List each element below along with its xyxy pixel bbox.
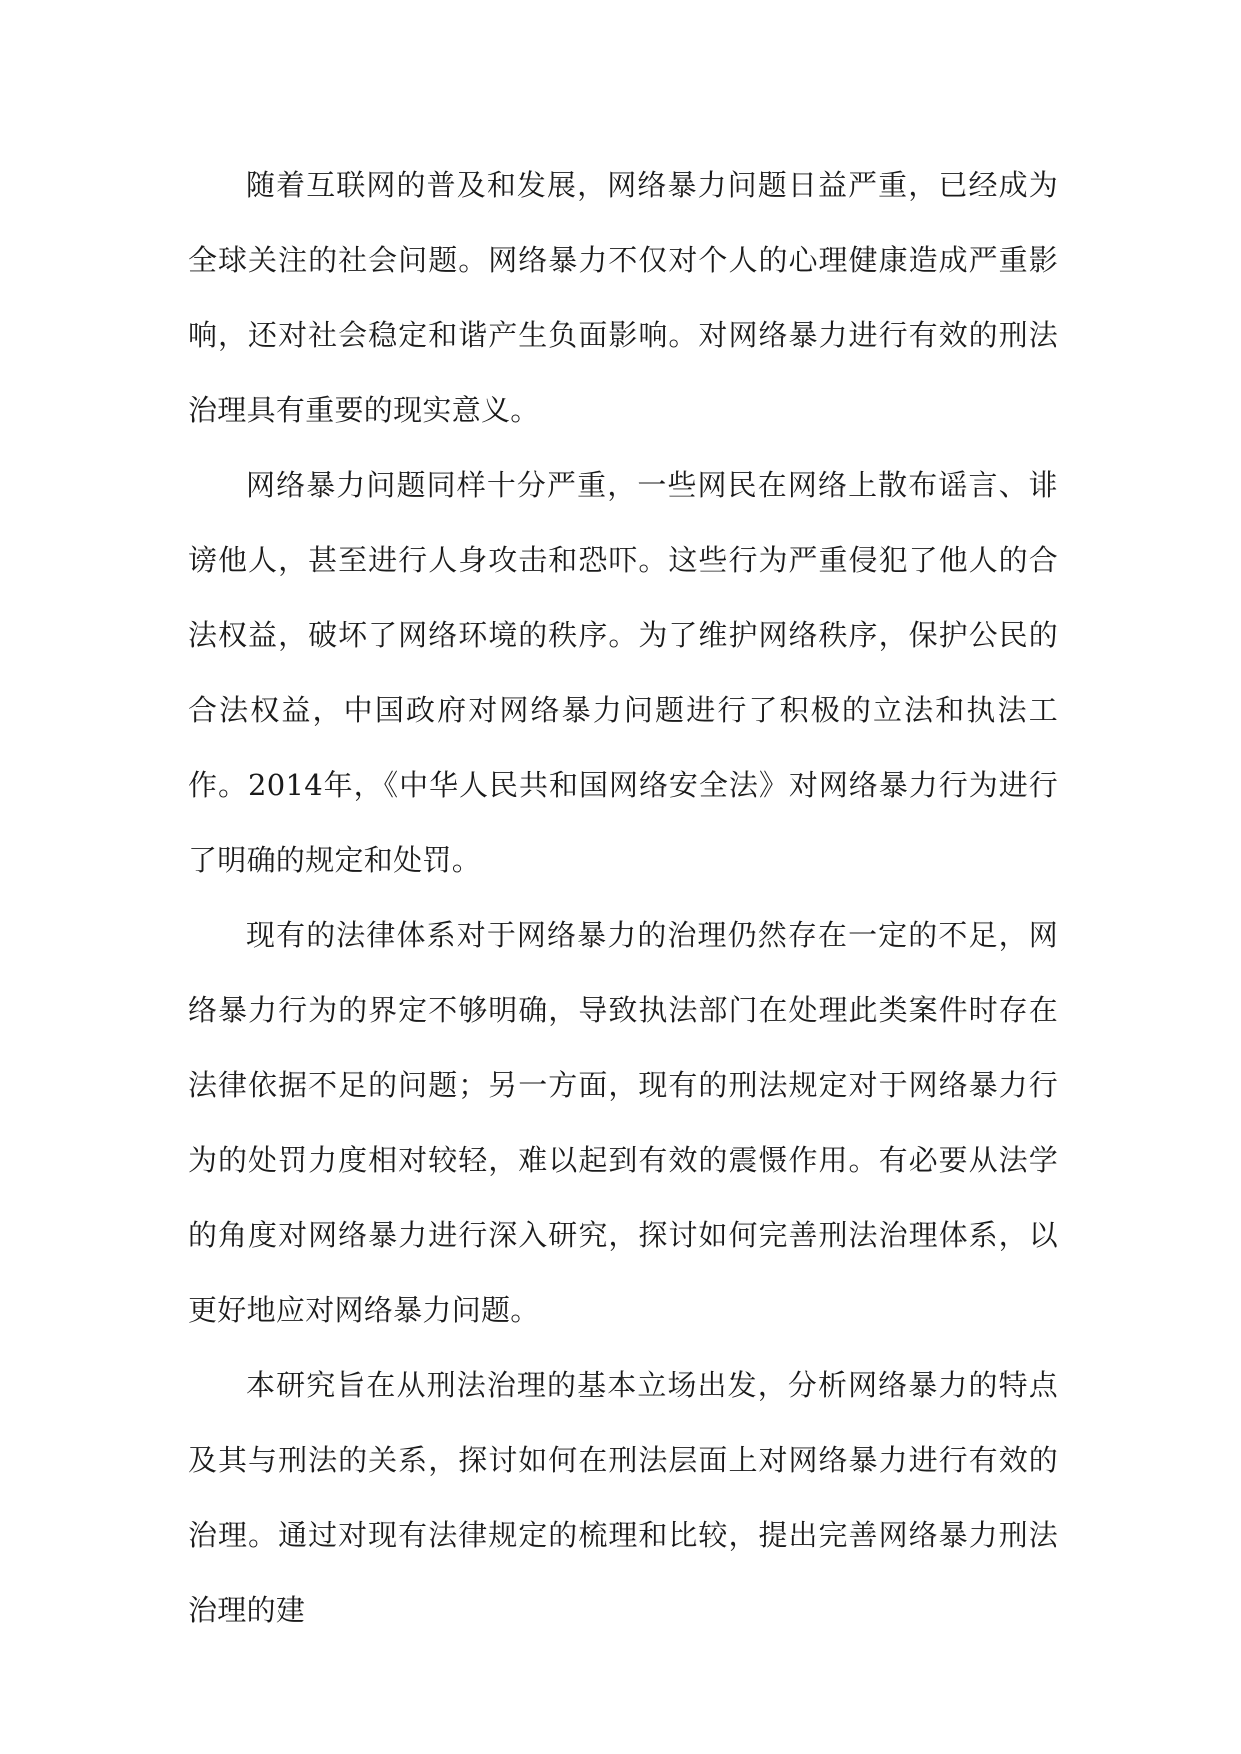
paragraph-1: 随着互联网的普及和发展，网络暴力问题日益严重，已经成为全球关注的社会问题。网络暴力不仅对个人的心理健康造成严重影响，还对社会稳定和谐产生负面影响。对网络暴力进行有效的刑法治理具有重要的现实意义。 xyxy=(188,168,1058,427)
paragraph-3: 现有的法律体系对于网络暴力的治理仍然存在一定的不足，网络暴力行为的界定不够明确，导致执法部门在处理此类案件时存在法律依据不足的问题；另一方面，现有的刑法规定对于网络暴力行为的处罚力度相对较轻，难以起到有效的震慑作用。有必要从法学的角度对网络暴力进行深入研究，探讨如何完善刑法治理体系，以更好地应对网络暴力问题。 xyxy=(188,918,1058,1327)
paragraph-4: 本研究旨在从刑法治理的基本立场出发，分析网络暴力的特点及其与刑法的关系，探讨如何在刑法层面上对网络暴力进行有效的治理。通过对现有法律规定的梳理和比较，提出完善网络暴力刑法治理的建 xyxy=(188,1368,1058,1627)
document-body xyxy=(188,148,1058,1648)
paragraph-2: 网络暴力问题同样十分严重，一些网民在网络上散布谣言、诽谤他人，甚至进行人身攻击和恐吓。这些行为严重侵犯了他人的合法权益，破坏了网络环境的秩序。为了维护网络秩序，保护公民的合法权益，中国政府对网络暴力问题进行了积极的立法和执法工作。2014年，《中华人民共和国网络安全法》对网络暴力行为进行了明确的规定和处罚。 xyxy=(188,468,1058,877)
